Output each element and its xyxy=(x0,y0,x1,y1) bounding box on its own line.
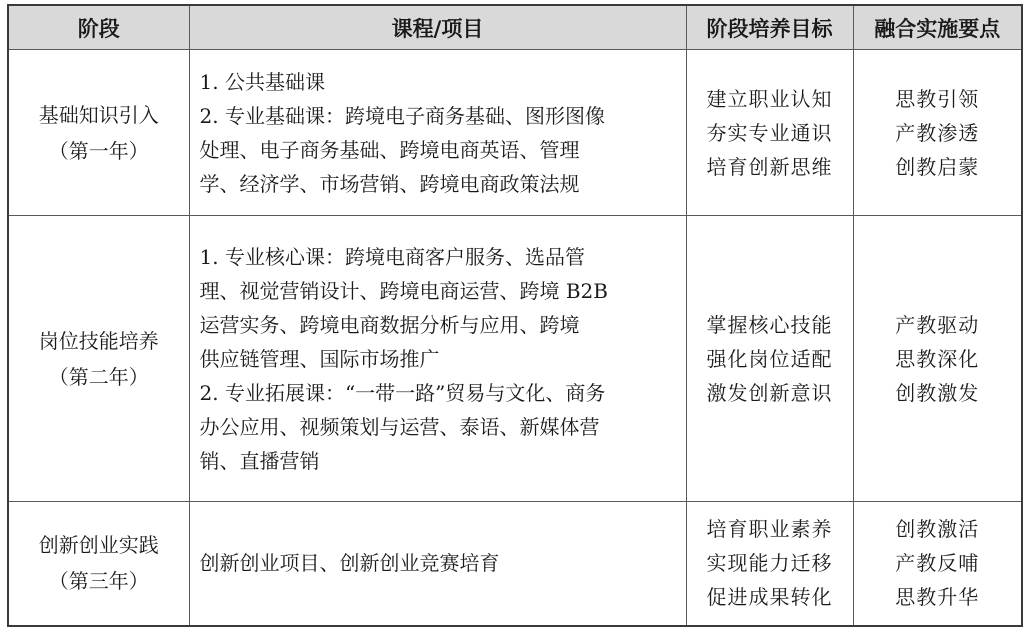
curriculum-table-container xyxy=(7,4,1023,627)
course-line: 创新创业项目、创新创业竞赛培育 xyxy=(199,551,500,576)
course-line: 办公应用、视频策划与运营、泰语、新媒体营 xyxy=(199,414,600,439)
points-line: 思教升华 xyxy=(895,585,980,610)
goal-cell xyxy=(686,502,853,626)
course-line: 处理、电子商务基础、跨境电商英语、管理 xyxy=(199,137,580,162)
course-cell xyxy=(189,502,686,626)
stage-cell xyxy=(8,502,189,626)
header-stage: 阶段 xyxy=(8,5,189,50)
stage-cell xyxy=(8,50,189,216)
points-line: 创教激发 xyxy=(895,380,980,405)
goal-line: 实现能力迁移 xyxy=(706,551,833,576)
table-row xyxy=(8,216,1022,502)
goal-line: 培育创新思维 xyxy=(706,154,833,179)
points-cell xyxy=(853,50,1022,216)
table-row xyxy=(8,50,1022,216)
stage-year: （第三年） xyxy=(48,569,149,594)
goal-line: 夯实专业通识 xyxy=(706,120,833,145)
points-line: 思教引领 xyxy=(895,86,980,111)
table-row xyxy=(8,502,1022,626)
points-line: 产教渗透 xyxy=(895,120,980,145)
curriculum-table xyxy=(7,4,1023,627)
course-line: 1. 公共基础课 xyxy=(199,69,325,94)
goal-line: 强化岗位适配 xyxy=(706,346,833,371)
course-cell xyxy=(189,50,686,216)
goal-line: 掌握核心技能 xyxy=(706,312,833,337)
points-cell xyxy=(853,216,1022,502)
points-line: 创教激活 xyxy=(895,517,980,542)
goal-line: 激发创新意识 xyxy=(706,380,833,405)
course-line: 2. 专业拓展课：“一带一路”贸易与文化、商务 xyxy=(199,380,606,405)
points-line: 创教启蒙 xyxy=(895,154,980,179)
header-goal: 阶段培养目标 xyxy=(686,5,853,50)
stage-year: （第二年） xyxy=(48,364,149,389)
course-cell xyxy=(189,216,686,502)
course-line: 1. 专业核心课：跨境电商客户服务、选品管 xyxy=(199,244,585,269)
course-line: 学、经济学、市场营销、跨境电商政策法规 xyxy=(199,171,580,196)
course-line: 运营实务、跨境电商数据分析与应用、跨境 xyxy=(199,312,580,337)
stage-year: （第一年） xyxy=(48,138,149,163)
points-cell xyxy=(853,502,1022,626)
points-line: 产教反哺 xyxy=(895,551,980,576)
stage-name: 创新创业实践 xyxy=(38,533,159,558)
goal-line: 促进成果转化 xyxy=(706,585,833,610)
points-line: 思教深化 xyxy=(895,346,980,371)
points-line: 产教驱动 xyxy=(895,312,980,337)
stage-name: 岗位技能培养 xyxy=(38,328,159,353)
course-line: 理、视觉营销设计、跨境电商运营、跨境 B2B xyxy=(199,278,608,303)
header-row xyxy=(8,5,1022,50)
header-course: 课程/项目 xyxy=(189,5,686,50)
goal-cell xyxy=(686,50,853,216)
goal-line: 建立职业认知 xyxy=(706,86,833,111)
goal-cell xyxy=(686,216,853,502)
course-line: 销、直播营销 xyxy=(199,448,320,473)
stage-name: 基础知识引入 xyxy=(38,102,159,127)
course-line: 2. 专业基础课：跨境电子商务基础、图形图像 xyxy=(199,103,605,128)
stage-cell xyxy=(8,216,189,502)
goal-line: 培育职业素养 xyxy=(706,517,833,542)
header-points: 融合实施要点 xyxy=(853,5,1022,50)
course-line: 供应链管理、国际市场推广 xyxy=(199,346,440,371)
